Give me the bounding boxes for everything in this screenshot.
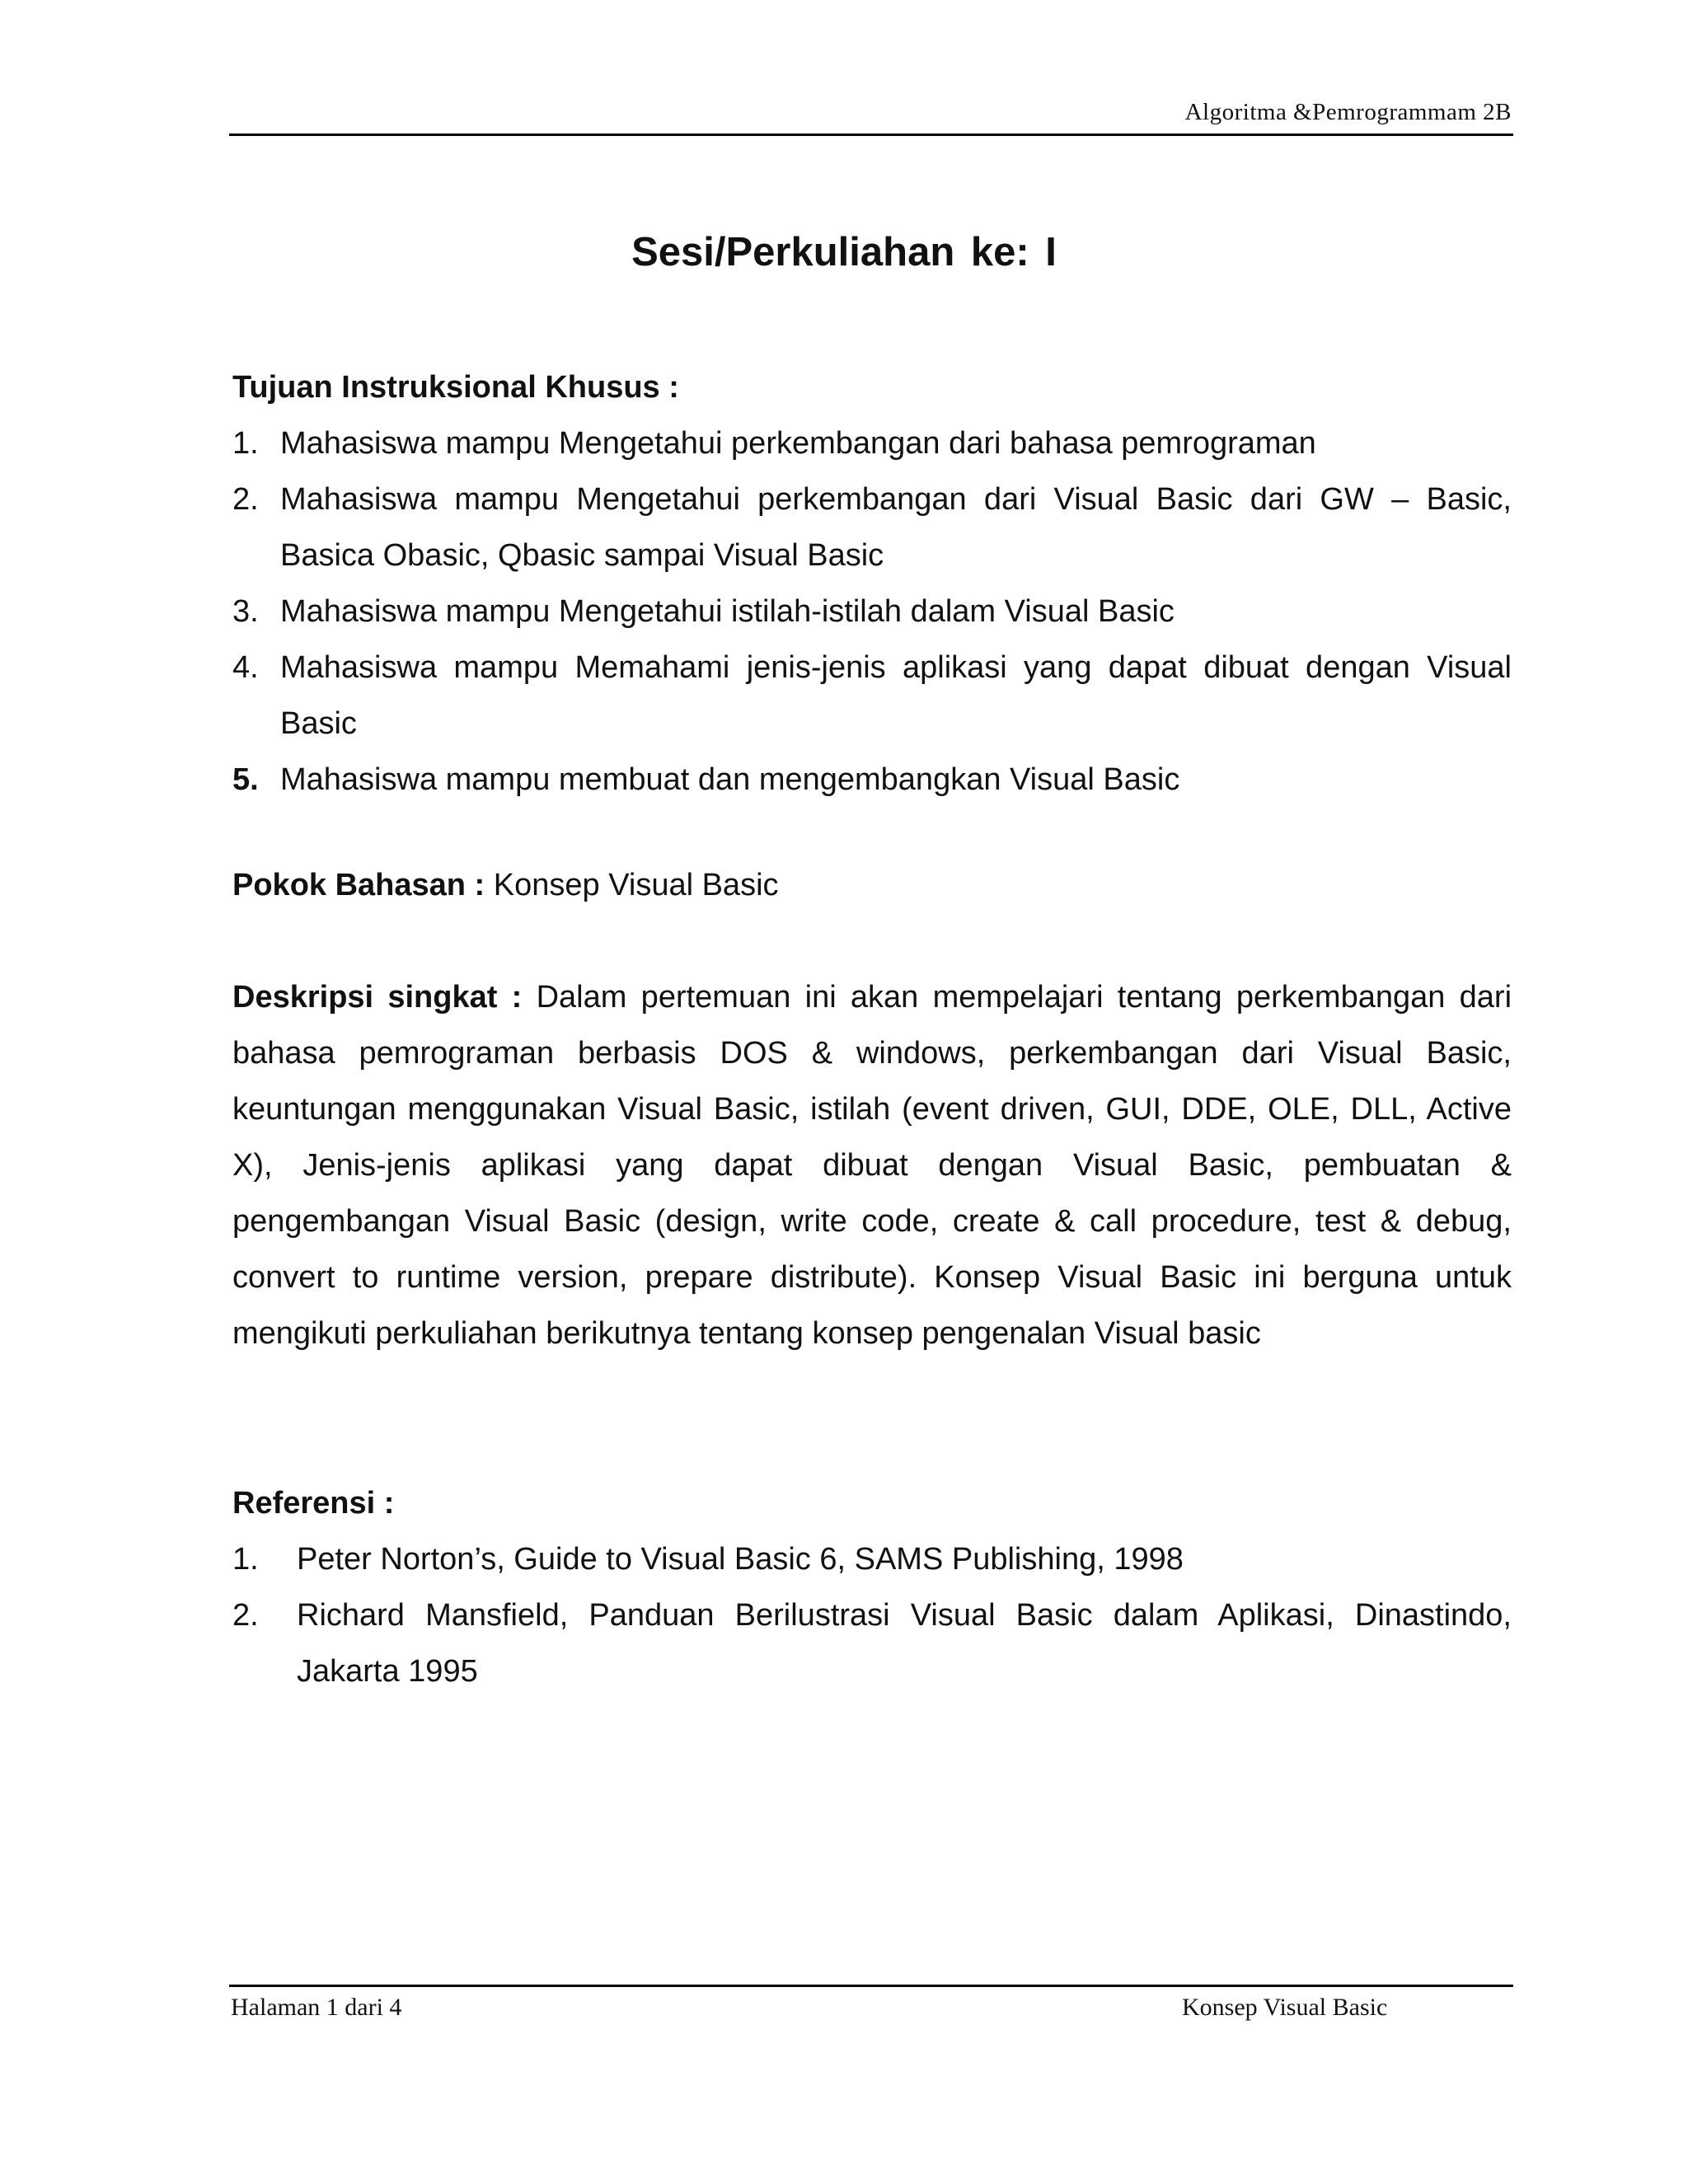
- footer-topic: Konsep Visual Basic: [1182, 1994, 1388, 2021]
- list-item: [232, 583, 1512, 640]
- list-item-text: Mahasiswa mampu Memahami jenis-jenis aplikasi yang dapat dibuat dengan Visual Basic: [280, 650, 1512, 741]
- page-number: Halaman 1 dari 4: [231, 1994, 402, 2021]
- list-item-number: 1.: [232, 426, 259, 461]
- list-item-text: Peter Norton’s, Guide to Visual Basic 6, SAMS Publishing, 1998: [297, 1542, 1184, 1577]
- list-item: [232, 471, 1512, 583]
- pokok-value: Konsep Visual Basic: [493, 868, 779, 902]
- deskripsi-section: [232, 969, 1512, 1361]
- list-item-number: 1.: [232, 1542, 259, 1577]
- referensi-section: [232, 1475, 1512, 1699]
- page-title: Sesi/Perkuliahan ke: I: [631, 230, 1057, 274]
- list-item-number: 2.: [232, 482, 259, 517]
- list-item: [232, 1587, 1512, 1699]
- list-item-number: 2.: [232, 1598, 259, 1633]
- pokok-section: [232, 857, 1512, 913]
- pokok-label: Pokok Bahasan :: [232, 868, 485, 902]
- page-header: [229, 97, 1513, 136]
- tujuan-section: [232, 359, 1512, 808]
- tujuan-heading: Tujuan Instruksional Khusus :: [232, 370, 679, 405]
- page-footer: [229, 1985, 1513, 2028]
- list-item: [232, 752, 1512, 808]
- list-item-text: Mahasiswa mampu Mengetahui istilah-istilah dalam Visual Basic: [280, 594, 1175, 629]
- list-item-text: Mahasiswa mampu membuat dan mengembangkan Visual Basic: [280, 762, 1180, 797]
- header-text: Algoritma &Pemrogrammam 2B: [1184, 99, 1512, 125]
- tujuan-list: [232, 415, 1512, 808]
- list-item-text: Richard Mansfield, Panduan Berilustrasi Visual Basic dalam Aplikasi, Dinastindo, Jakarta 1995: [297, 1598, 1512, 1689]
- list-item-text: Mahasiswa mampu Mengetahui perkembangan dari Visual Basic dari GW – Basic, Basica Obasic, Qbasic sampai Visual Basic: [280, 482, 1512, 573]
- list-item-number: 4.: [232, 650, 259, 685]
- list-item-text: Mahasiswa mampu Mengetahui perkembangan dari bahasa pemrograman: [280, 426, 1316, 461]
- list-item-number: 5.: [232, 762, 259, 797]
- list-item: [232, 1531, 1512, 1587]
- list-item-number: 3.: [232, 594, 259, 629]
- referensi-list: [232, 1531, 1512, 1699]
- deskripsi-label: Deskripsi singkat :: [232, 980, 523, 1015]
- deskripsi-text: Dalam pertemuan ini akan mempelajari tentang perkembangan dari bahasa pemrograman berbasis DOS & windows, perkembangan dari Visual Basic, keuntungan menggunakan Visual Basic, istilah (event driven, GUI, DDE, OLE, DLL, Active X), Jenis-jenis aplikasi yang dapat dibuat dengan Visual Basic, pembuatan & pengembangan Visual Basic (design, write code, create & call procedure, test & debug, convert to runtime version, prepare distribute). Konsep Visual Basic ini berguna untuk mengikuti perkuliahan berikutnya tentang konsep pengenalan Visual basic: [232, 980, 1512, 1351]
- list-item: [232, 415, 1512, 471]
- list-item: [232, 640, 1512, 752]
- referensi-heading: Referensi :: [232, 1486, 395, 1521]
